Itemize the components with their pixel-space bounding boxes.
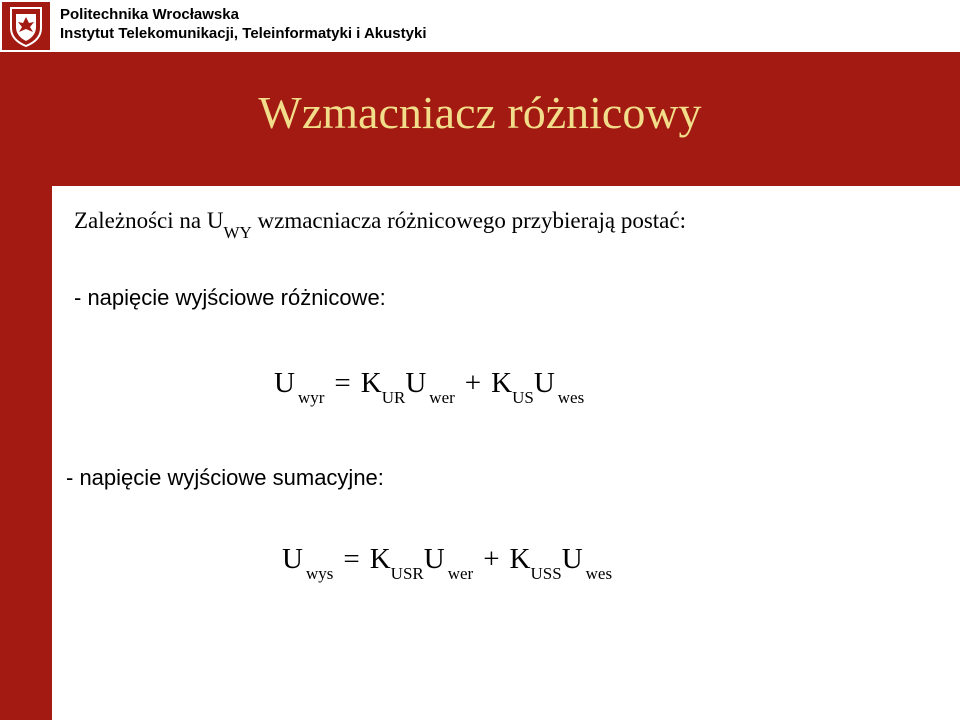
eq1-k2-sub: US [512, 388, 534, 407]
eq1-lhs: U [274, 367, 295, 399]
eq1-plus: + [464, 367, 482, 399]
bullet-differential: - napięcie wyjściowe różnicowe: [74, 285, 386, 310]
organization-name [60, 5, 427, 43]
eq1-u2-sub: wes [557, 388, 585, 407]
eq2-u1: U [423, 543, 445, 575]
eq2-lhs: U [282, 543, 303, 575]
eq2-k2-sub: USS [530, 564, 562, 583]
eq1-equals: = [334, 367, 351, 399]
eq1-u1-sub: wer [429, 388, 455, 407]
eq1-u2: U [533, 367, 555, 399]
eq1-u1: U [405, 367, 427, 399]
intro-before: Zależności na U [74, 208, 224, 233]
eq2-plus: + [483, 543, 500, 575]
bullet-common-mode: - napięcie wyjściowe sumacyjne: [66, 465, 384, 490]
intro-subscript: WY [223, 223, 252, 242]
equation-common-mode [282, 542, 613, 583]
slide-title: Wzmacniacz różnicowy [258, 87, 702, 138]
eq2-k2: K [509, 543, 531, 575]
header-bar [0, 0, 960, 52]
university-crest-icon [2, 2, 50, 50]
eq2-equals: = [343, 543, 360, 575]
eq1-k1: K [360, 367, 382, 399]
eq2-u1-sub: wer [447, 564, 474, 583]
intro-after: wzmacniacza różnicowego przybierają postać: [251, 208, 686, 233]
intro-text [74, 206, 686, 242]
eq2-k1-sub: USR [390, 564, 424, 583]
eq2-lhs-sub: wys [305, 564, 334, 583]
institute-name: Instytut Telekomunikacji, Teleinformatyki i Akustyki [60, 25, 427, 42]
eq2-u2: U [561, 543, 583, 575]
eq1-k1-sub: UR [381, 388, 406, 407]
university-name: Politechnika Wrocławska [60, 6, 239, 23]
eq1-lhs-sub: wyr [297, 388, 325, 407]
equation-differential [274, 366, 585, 407]
eq1-k2: K [491, 367, 513, 399]
eq2-k1: K [369, 543, 391, 575]
eq2-u2-sub: wes [585, 564, 613, 583]
left-frame-band [0, 52, 52, 720]
